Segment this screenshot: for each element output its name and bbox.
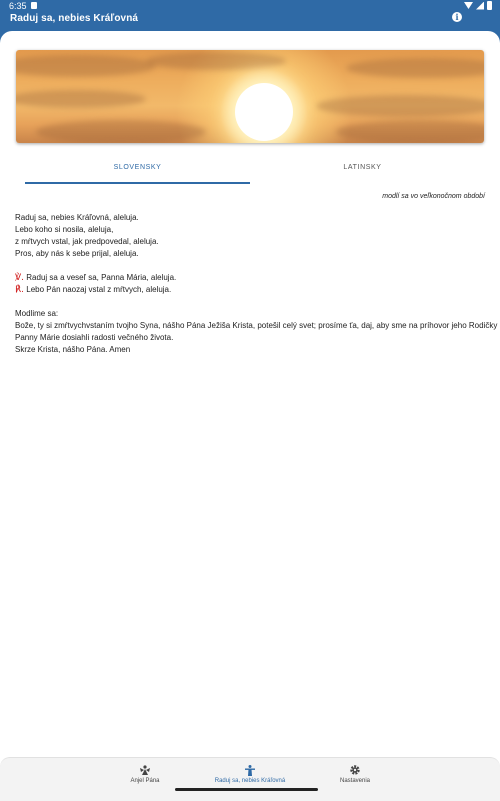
response-text: Lebo Pán naozaj vstal z mŕtvych, aleluja. <box>26 285 172 294</box>
nav-label: Raduj sa, nebies Kráľovná <box>214 778 286 784</box>
signal-icon <box>476 2 484 10</box>
prayer-line: Pros, aby nás k sebe prijal, aleluja. <box>15 249 139 258</box>
response <box>15 284 490 296</box>
status-icons <box>464 1 492 10</box>
versicle-text: Raduj sa a veseľ sa, Panna Mária, aleluja. <box>26 273 177 282</box>
nav-nastavenia[interactable] <box>285 764 425 784</box>
versicle <box>15 272 490 284</box>
prayer-line: Lebo koho si nosila, aleluja, <box>15 225 114 234</box>
home-indicator <box>175 788 318 791</box>
app-title: Raduj sa, nebies Kráľovná <box>10 13 139 24</box>
oration-end: Skrze Krista, nášho Pána. Amen <box>15 345 131 354</box>
gear-icon <box>349 764 361 776</box>
risen-christ-icon <box>244 764 256 776</box>
sunrise-image <box>16 50 484 143</box>
status-time: 6:35 <box>9 1 27 11</box>
tab-latinsky[interactable]: LATINSKY <box>343 164 382 171</box>
info-icon[interactable]: i <box>452 12 462 22</box>
language-tabs <box>25 158 475 182</box>
season-note: modlí sa vo veľkonočnom období <box>382 193 485 200</box>
nav-label: Anjel Pána <box>130 778 160 784</box>
oration-intro: Modlime sa: <box>15 309 59 318</box>
tab-slovensky[interactable]: SLOVENSKY <box>25 158 250 184</box>
prayer-line: Raduj sa, nebies Kráľovná, aleluja. <box>15 213 139 222</box>
response-symbol: ℟. <box>15 285 25 295</box>
status-bar <box>0 0 500 12</box>
content-card <box>0 31 500 800</box>
lock-icon <box>31 2 37 9</box>
oration-line: Panny Márie dosiahli radosti večného života. <box>15 333 174 342</box>
wifi-icon <box>464 2 473 9</box>
nav-label: Nastavenia <box>339 778 371 784</box>
versicle-symbol: ℣. <box>15 273 25 283</box>
angel-icon <box>139 764 151 776</box>
prayer-line: z mŕtvych vstal, jak predpovedal, aleluja. <box>15 237 159 246</box>
oration-line: Bože, ty si zmŕtvychvstaním tvojho Syna, nášho Pána Ježiša Krista, potešil celý svet; prosíme ťa, daj, aby sme na príhovor jeho Rodičky <box>15 321 498 330</box>
battery-icon <box>487 1 492 10</box>
prayer-text <box>15 212 498 356</box>
bottom-navigation <box>0 757 500 801</box>
